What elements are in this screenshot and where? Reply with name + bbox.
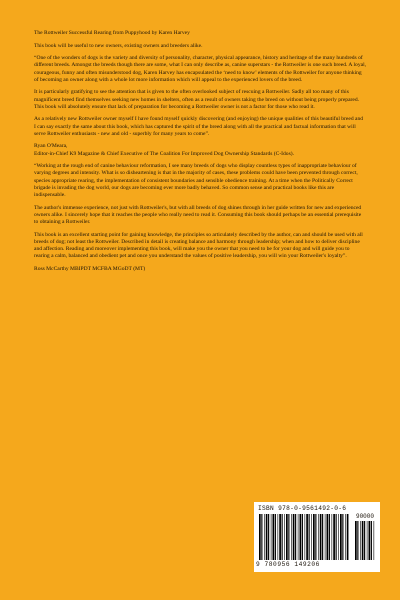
barcode-bar	[369, 521, 371, 560]
barcode-bar	[318, 514, 319, 560]
barcode-bar	[305, 514, 306, 560]
barcode-bar	[371, 521, 372, 560]
barcode-bar	[311, 514, 312, 560]
blurb-text	[34, 30, 366, 278]
barcode-bar	[293, 514, 295, 560]
barcode-bar	[275, 514, 276, 560]
barcode-bar	[355, 521, 357, 560]
barcode-bar	[315, 514, 316, 560]
barcode-bar	[364, 521, 365, 560]
barcode-bar	[271, 514, 272, 560]
barcode-bar	[329, 514, 330, 560]
intro-paragraph: This book will be useful to new owners, existing owners and breeders alike.	[34, 42, 203, 49]
barcode-addon-digits: 90000	[355, 513, 374, 520]
barcode-bar	[261, 514, 262, 560]
barcode-bar	[313, 514, 315, 560]
review-quote-paragraph: “One of the wonders of dogs is the variety and diversity of personality, character, physical appearance, history and heritage of the many hundreds of different breeds. Amongst the breeds though there are some, what I can only describe as, canine superstars - the Rottweiler is one such breed. A loyal, courageous, funny and often misunderstood dog, Karen Harvey has encapsulated the ‘need to know’ elements of the Rottweiler for anyone thinking of becoming an owner along with a whole lot more information which will appeal to the experienced lovers of the breed.	[34, 55, 366, 83]
barcode-bar	[300, 514, 302, 560]
barcode-bar	[279, 514, 281, 560]
barcode-bar	[322, 514, 323, 560]
barcode-addon-bars	[354, 521, 376, 560]
barcode-box	[254, 502, 380, 572]
barcode-bar	[309, 514, 310, 560]
barcode-bar	[278, 514, 279, 560]
reviewer-attribution: Ross McCarthy MBIPDT MCFBA MGoDT (MT)	[34, 265, 146, 272]
barcode-bar	[357, 521, 358, 560]
barcode-bar	[282, 514, 283, 560]
barcode-bar	[288, 514, 289, 560]
barcode-bar	[320, 514, 322, 560]
barcode-ean-digits: 9 780956 149206	[256, 561, 320, 568]
barcode-bar	[264, 514, 265, 560]
reviewer-role: Editor-in-Chief K9 Magazine & Chief Executive of The Coalition For Improved Dog Ownership Standards (C-Idos).	[34, 150, 294, 157]
barcode-bar	[286, 514, 288, 560]
barcode-bar	[302, 514, 303, 560]
barcode-bar	[291, 514, 292, 560]
barcode-bar	[342, 514, 343, 560]
review-paragraph: This book is an excellent starting point for gaining knowledge, the principles so articulately described by the author, can and should be used with all breeds of dog; not least the Rottweiler. Described in detail is creating balance and harmony through leadership; when and how to deliver discipline and affection. Reading and moreover implementing this book, will make you the owner that you need to be for your dog and will guide you to rearing a calm, balanced and obedient pet and once you understand the values of positive leadership, you will win your Rottweiler's loyalty”.	[34, 231, 363, 260]
barcode-bar	[259, 514, 261, 560]
barcode-bar	[273, 514, 275, 560]
barcode-bar	[295, 514, 296, 560]
barcode-bar	[268, 514, 269, 560]
reviewer-attribution	[34, 143, 366, 157]
title-line: The Rottweiler Successful Rearing from Puppyhood by Karen Harvey	[34, 30, 190, 36]
barcode-bar	[345, 514, 346, 560]
barcode-bar	[374, 521, 375, 560]
barcode-bar	[306, 514, 308, 560]
barcode-bar	[336, 514, 337, 560]
barcode-bar	[333, 514, 335, 560]
barcode-bar	[284, 514, 285, 560]
barcode-bar	[298, 514, 299, 560]
barcode-bar	[367, 521, 368, 560]
review-paragraph: The author's immense experience, not just with Rottweiler's, but with all breeds of dog shines through in her guide written for new and experienced owners alike. I sincerely hope that it reaches the people who really need to read it. Consuming this book should perhaps be an essential prerequisite to obtaining a Rottweiler.	[34, 204, 362, 225]
barcode-main-bars	[258, 514, 350, 560]
review-paragraph: It is particularly gratifying to see the attention that is given to the often overlooked subject of rescuing a Rottweiler. Sadly all too many of this magnificent breed find themselves seeking new homes in shelters, often as a result of owners taking the breed on without being properly prepared. This book will absolutely ensure that lack of preparation for becoming a Rottweiler owner is not a factor for those who read it.	[34, 89, 360, 110]
barcode-bar	[347, 514, 349, 560]
barcode-bar	[332, 514, 333, 560]
barcode-bar	[362, 521, 364, 560]
barcode-bar	[340, 514, 342, 560]
barcode-bar	[325, 514, 326, 560]
barcode-bar	[266, 514, 268, 560]
reviewer-name: Ryan O'Meara,	[34, 143, 68, 150]
review-quote-paragraph: “Working at the rough end of canine behaviour reformation, I see many breeds of dogs who display countless types of inappropriate behaviour of varying degrees and intensity. What is so disheartening is that in the majority of cases, these problems could have been prevented through correct, species appropriate rearing, the implementation of consistent boundaries and sensible obedience training. At a time when the Politically Correct brigade is invading the dog world, our dogs are becoming ever more badly behaved. So common sense and practical books like this are indispensable.	[34, 163, 358, 198]
isbn-text: ISBN 978-0-9561492-0-6	[258, 505, 347, 512]
review-paragraph: As a relatively new Rottweiler owner myself I have found myself quickly discovering (and enjoying) the unique qualities of this beautiful breed and I can say exactly the same about this book, which has captured the spirit of the breed along with all the practical and factual information that will serve Rottweiler enthusiasts - new and old - superbly for many years to come”.	[34, 116, 364, 137]
barcode-bar	[360, 521, 361, 560]
barcode-bar	[327, 514, 329, 560]
barcode-bar	[338, 514, 339, 560]
